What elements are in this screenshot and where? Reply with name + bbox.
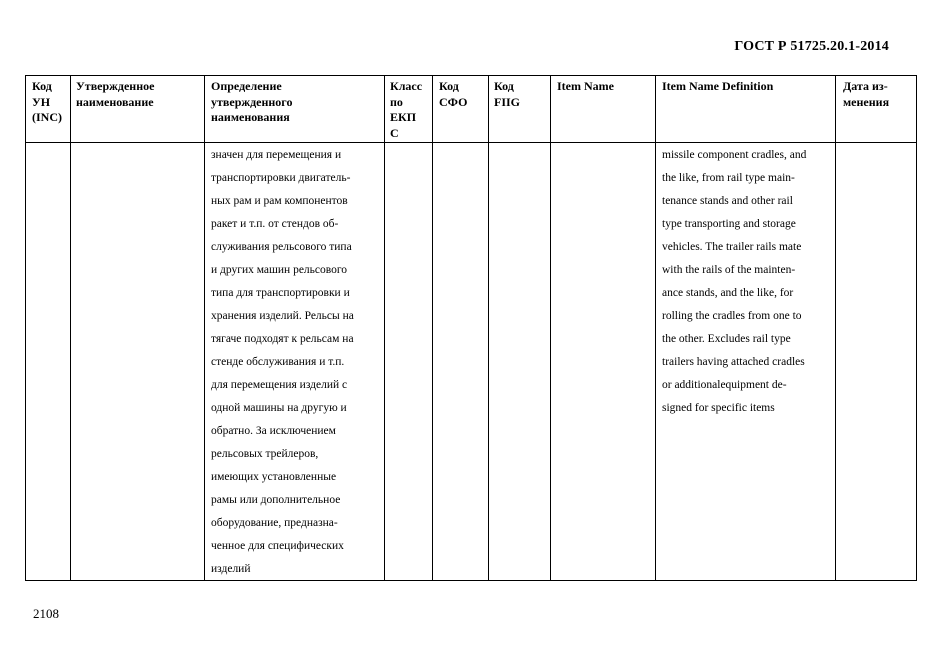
text-line: ракет и т.п. от стендов об- (211, 218, 339, 230)
text-line: тягаче подходят к рельсам на (211, 333, 354, 345)
text-line: значен для перемещения и (211, 149, 342, 161)
standard-code: ГОСТ Р 51725.20.1-2014 (734, 39, 889, 54)
text-line: транспортировки двигатель- (211, 172, 351, 184)
text-line: signed for specific items (662, 402, 775, 414)
page-number: 2108 (33, 606, 59, 621)
col-border (384, 75, 385, 581)
header-fiig-code: Код FIIG (494, 79, 521, 109)
col-border (835, 75, 836, 581)
text-line: обратно. За исключением (211, 425, 336, 437)
text-line: оборудование, предназна- (211, 517, 338, 529)
header-name-definition: Определение утвержденного наименования (211, 79, 293, 124)
header-ekps-class: Класс по ЕКП С (390, 79, 423, 140)
text-line: with the rails of the mainten- (662, 264, 796, 276)
text-line: ance stands, and the like, for (662, 287, 794, 299)
text-line: рельсовых трейлеров, (211, 448, 319, 460)
header-item-name-definition: Item Name Definition (662, 79, 774, 93)
text-line: и других машин рельсового (211, 264, 348, 276)
text-line: типа для транспортировки и (211, 287, 350, 299)
text-line: для перемещения изделий с (211, 379, 348, 391)
header-inc-code: Код УН (INC) (32, 79, 62, 124)
col-border (432, 75, 433, 581)
classification-table (25, 75, 917, 581)
text-line: rolling the cradles from one to (662, 310, 802, 322)
col-border (488, 75, 489, 581)
text-line: имеющих установленные (211, 471, 337, 483)
table-bottom-border (25, 580, 917, 581)
text-line: the other. Excludes rail type (662, 333, 791, 345)
text-line: tenance stands and other rail (662, 195, 793, 207)
col-border (70, 75, 71, 581)
text-line: vehicles. The trailer rails mate (662, 241, 802, 253)
header-approved-name: Утвержденное наименование (76, 79, 155, 109)
definition-en-cell (662, 144, 806, 420)
text-line: or additionalequipment de- (662, 379, 787, 391)
text-line: type transporting and storage (662, 218, 796, 230)
text-line: рамы или дополнительное (211, 494, 341, 506)
col-border (550, 75, 551, 581)
header-bottom-border (25, 142, 917, 143)
text-line: ных рам и рам компонентов (211, 195, 348, 207)
text-line: стенде обслуживания и т.п. (211, 356, 345, 368)
text-line: missile component cradles, and (662, 149, 807, 161)
text-line: хранения изделий. Рельсы на (211, 310, 354, 322)
header-item-name: Item Name (557, 79, 614, 93)
col-border (25, 75, 26, 581)
header-change-date: Дата из- менения (843, 79, 890, 109)
text-line: служивания рельсового типа (211, 241, 352, 253)
text-line: ченное для специфических (211, 540, 344, 552)
col-border (655, 75, 656, 581)
col-border (916, 75, 917, 581)
text-line: the like, from rail type main- (662, 172, 795, 184)
table-top-border (25, 75, 917, 76)
text-line: изделий (211, 563, 251, 575)
text-line: trailers having attached cradles (662, 356, 805, 368)
col-border (204, 75, 205, 581)
header-sfo-code: Код СФО (439, 79, 468, 109)
text-line: одной машины на другую и (211, 402, 347, 414)
definition-ru-cell (211, 144, 354, 581)
